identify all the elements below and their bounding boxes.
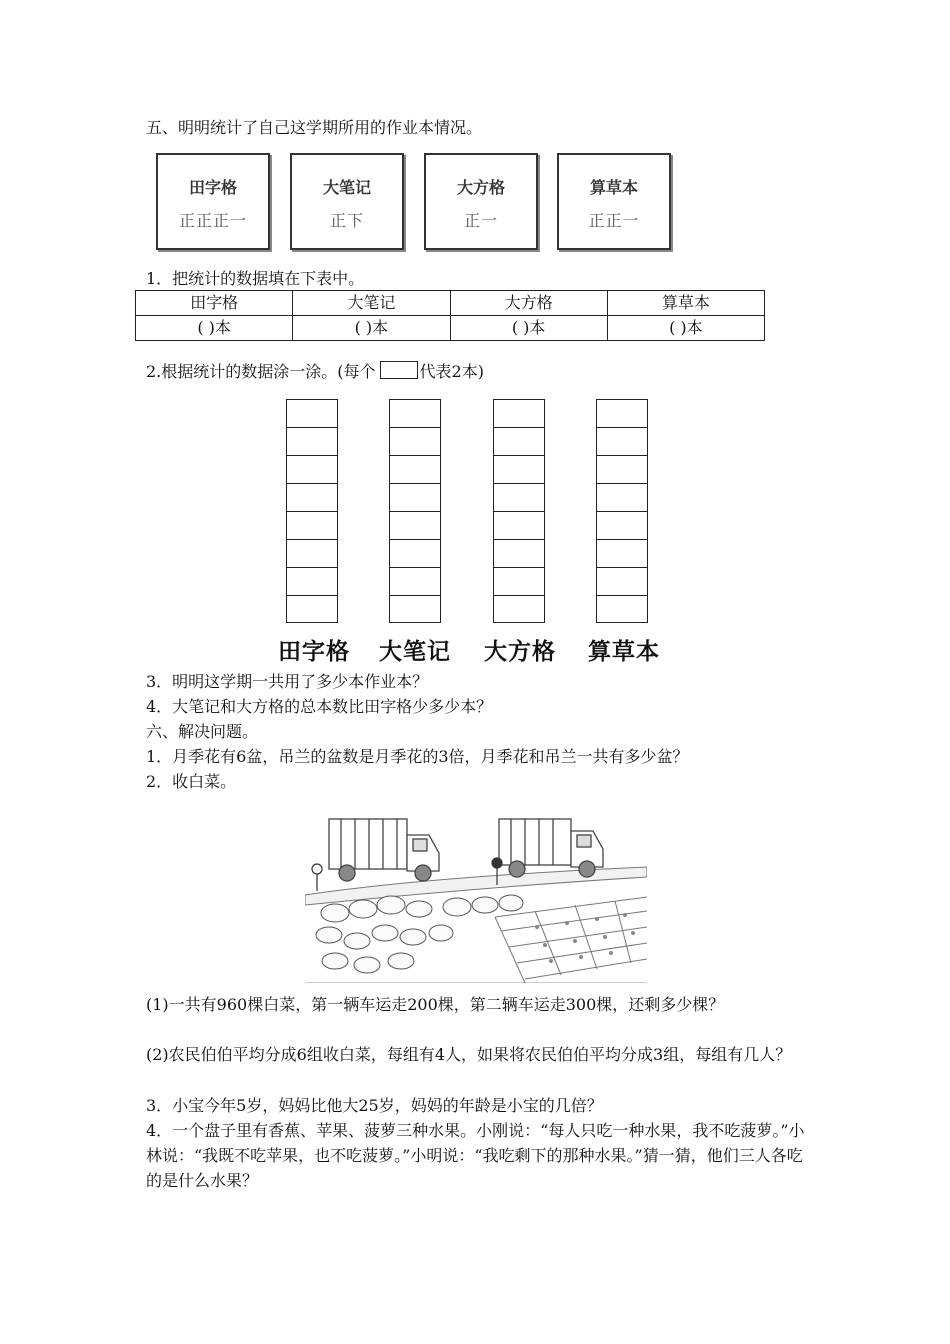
truck-icon xyxy=(329,819,439,881)
bar-cell[interactable] xyxy=(286,483,338,511)
bar-cell[interactable] xyxy=(493,399,545,427)
problem-2-part-1: (1)一共有960棵白菜，第一辆车运走200棵，第二辆车运走300棵，还剩多少棵？ xyxy=(146,995,725,1014)
bar-cell[interactable] xyxy=(286,399,338,427)
bar-cell[interactable] xyxy=(493,539,545,567)
section5-title: 五、明明统计了自己这学期所用的作业本情况。 xyxy=(146,118,483,137)
question-3: 3．明明这学期一共用了多少本作业本？ xyxy=(146,672,429,691)
tally-name: 大方格 xyxy=(456,178,505,197)
bar-cell[interactable] xyxy=(389,455,441,483)
question-2-suffix: 代表2本) xyxy=(419,362,484,381)
bar-label: 田字格 xyxy=(278,639,350,665)
question-4: 4．大笔记和大方格的总本数比田字格少多少本？ xyxy=(146,697,493,716)
bar-label: 大方格 xyxy=(484,639,556,665)
bar-cell[interactable] xyxy=(389,483,441,511)
bar-column-suancaoben[interactable] xyxy=(596,399,648,623)
answer-cell[interactable]: ( )本 xyxy=(136,316,293,341)
bar-cell[interactable] xyxy=(493,427,545,455)
table-header: 大笔记 xyxy=(293,291,450,316)
bar-column-tianzige[interactable] xyxy=(286,399,338,623)
bar-cell[interactable] xyxy=(286,427,338,455)
bar-cell[interactable] xyxy=(596,399,648,427)
bar-cell[interactable] xyxy=(596,511,648,539)
answer-cell[interactable]: ( )本 xyxy=(450,316,607,341)
bar-cell[interactable] xyxy=(596,539,648,567)
answer-cell[interactable]: ( )本 xyxy=(607,316,764,341)
bar-cell[interactable] xyxy=(389,427,441,455)
section6-title: 六、解决问题。 xyxy=(146,722,259,741)
bar-cell[interactable] xyxy=(286,539,338,567)
table-header: 大方格 xyxy=(450,291,607,316)
bar-cell[interactable] xyxy=(596,567,648,595)
bar-cell[interactable] xyxy=(493,567,545,595)
bar-cell[interactable] xyxy=(286,567,338,595)
bar-cell[interactable] xyxy=(389,539,441,567)
tally-card-suancaoben xyxy=(557,153,671,250)
bar-cell[interactable] xyxy=(493,511,545,539)
table-header: 算草本 xyxy=(607,291,764,316)
table-header-row xyxy=(136,291,765,316)
problem-3: 3．小宝今年5岁，妈妈比他大25岁，妈妈的年龄是小宝的几倍？ xyxy=(146,1096,603,1115)
bar-cell[interactable] xyxy=(389,567,441,595)
table-header: 田字格 xyxy=(136,291,293,316)
problem-2: 2．收白菜。 xyxy=(146,772,237,791)
question-2 xyxy=(146,361,484,382)
tally-name: 大笔记 xyxy=(322,178,371,197)
tally-card-dafangge xyxy=(424,153,538,250)
bar-cell[interactable] xyxy=(389,511,441,539)
tally-marks: 正一 xyxy=(463,211,498,230)
legend-square xyxy=(380,361,418,379)
truck-icon xyxy=(499,819,603,877)
bar-cell[interactable] xyxy=(596,595,648,623)
cabbage-harvest-illustration xyxy=(305,805,647,983)
data-table xyxy=(135,290,765,341)
bar-cell[interactable] xyxy=(389,399,441,427)
bar-cell[interactable] xyxy=(389,595,441,623)
problem-1: 1．月季花有6盆，吊兰的盆数是月季花的3倍，月季花和吊兰一共有多少盆？ xyxy=(146,747,689,766)
bar-label: 算草本 xyxy=(588,639,660,665)
bar-cell[interactable] xyxy=(493,595,545,623)
bar-column-dafangge[interactable] xyxy=(493,399,545,623)
tally-marks: 正正一 xyxy=(588,211,640,230)
bar-cell[interactable] xyxy=(286,455,338,483)
tally-name: 算草本 xyxy=(589,178,638,197)
bar-cell[interactable] xyxy=(493,483,545,511)
table-row xyxy=(136,316,765,341)
bar-cell[interactable] xyxy=(493,455,545,483)
bar-cell[interactable] xyxy=(286,595,338,623)
bar-cell[interactable] xyxy=(596,455,648,483)
tally-marks: 正下 xyxy=(329,211,364,230)
problem-4: 4．一个盘子里有香蕉、苹果、菠萝三种水果。小刚说：“每人只吃一种水果，我不吃菠萝。”小林说：“我既不吃苹果，也不吃菠萝。”小明说：“我吃剩下的那种水果。”猜一猜，他们三人各吃的是什么水果？ xyxy=(146,1121,805,1190)
bar-cell[interactable] xyxy=(596,483,648,511)
problem-2-part-2: (2)农民伯伯平均分成6组收白菜，每组有4人，如果将农民伯伯平均分成3组，每组有几人？ xyxy=(146,1045,792,1064)
tally-name: 田字格 xyxy=(188,178,237,197)
tally-card-tianzige xyxy=(156,153,270,250)
bar-label: 大笔记 xyxy=(379,639,451,665)
tally-marks: 正正正一 xyxy=(178,211,247,230)
bar-cell[interactable] xyxy=(286,511,338,539)
answer-cell[interactable]: ( )本 xyxy=(293,316,450,341)
question-2-prefix: 2.根据统计的数据涂一涂。(每个 xyxy=(146,362,376,381)
bar-column-dabiji[interactable] xyxy=(389,399,441,623)
question-1: 1．把统计的数据填在下表中。 xyxy=(146,269,365,288)
tally-card-dabiji xyxy=(290,153,404,250)
bar-cell[interactable] xyxy=(596,427,648,455)
